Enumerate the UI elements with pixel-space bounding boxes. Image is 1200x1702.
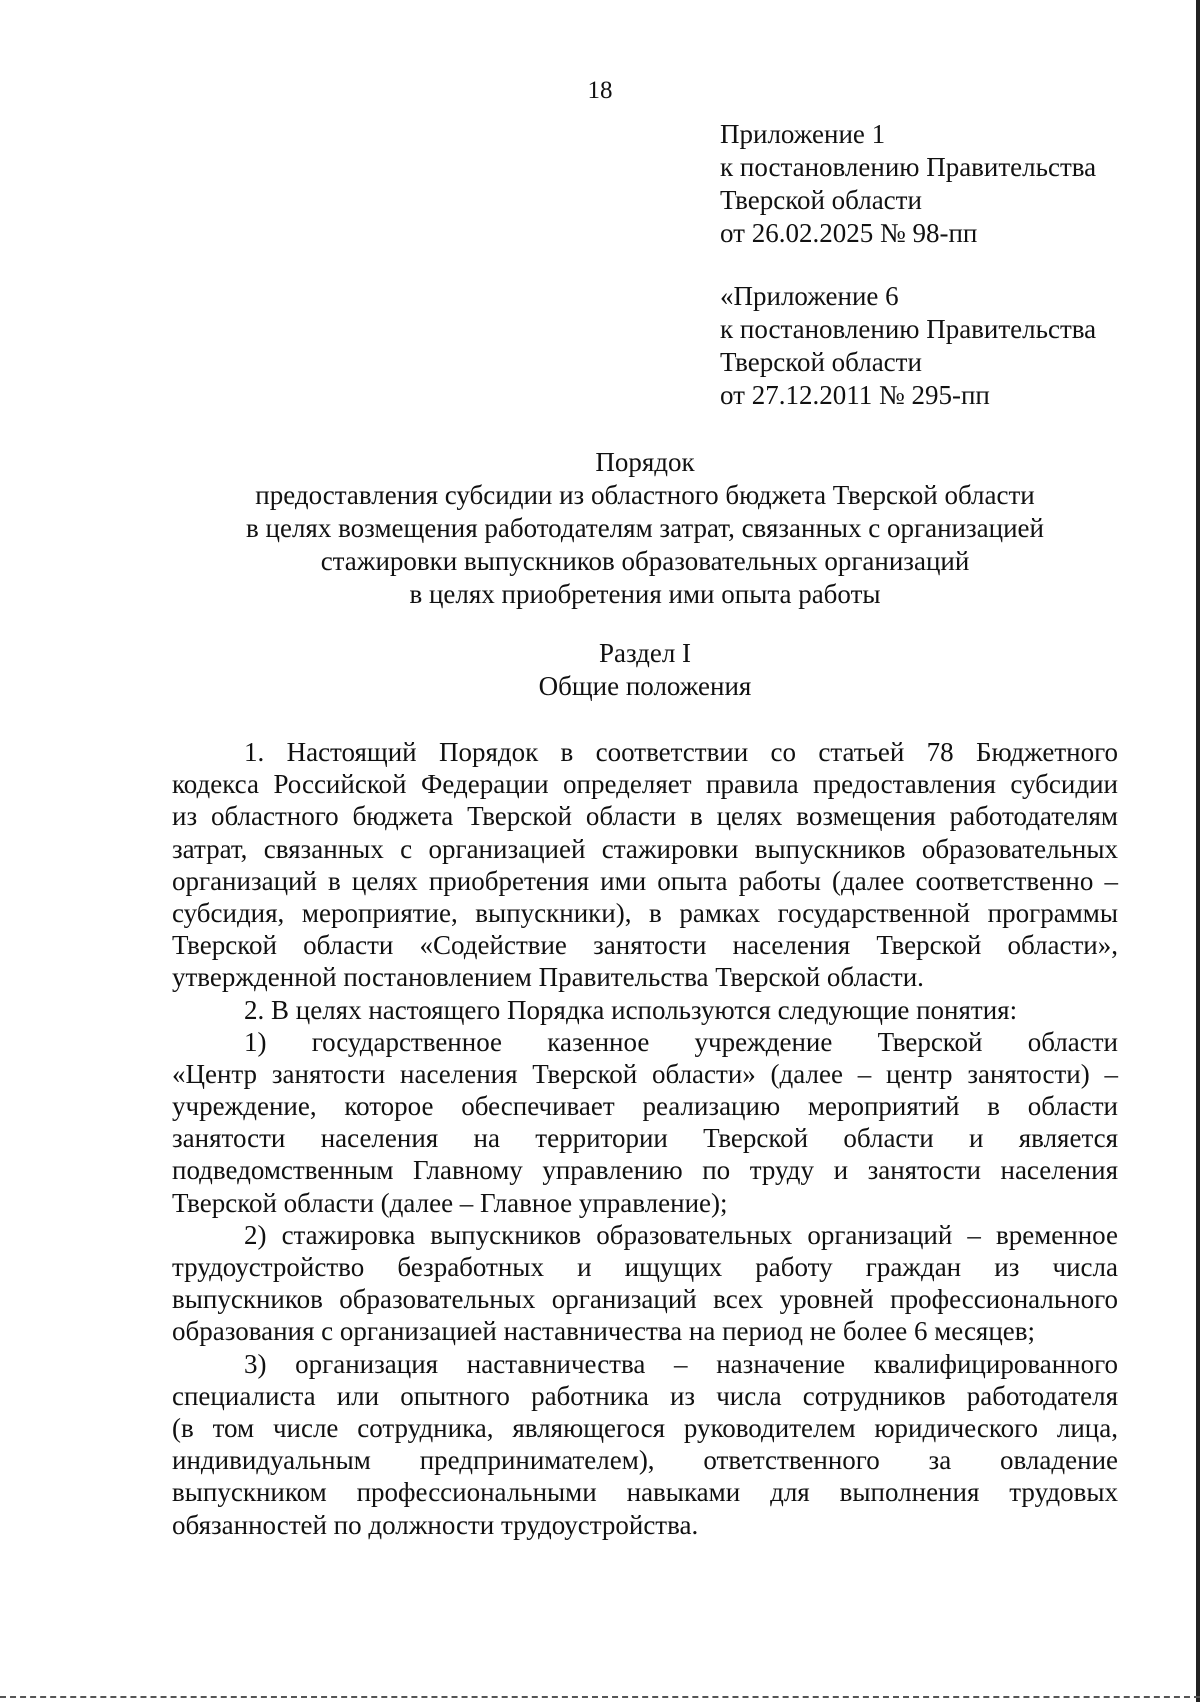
body-line: (в том числе сотрудника, являющегося руководителем юридического лица, [172,1412,1118,1443]
appendix-1-line: к постановлению Правительства [720,152,1097,182]
appendix-6-block [720,280,1096,412]
appendix-1-line: Тверской области [720,185,922,215]
appendix-1-line: от 26.02.2025 № 98-пп [720,218,978,248]
section-heading [160,637,1130,703]
body-line: 3) организация наставничества – назначение квалифицированного [244,1348,1118,1379]
title-line: в целях приобретения ими опыта работы [409,579,881,609]
body-line: «Центр занятости населения Тверской области» (далее – центр занятости) – [172,1058,1118,1089]
body-line: 1) государственное казенное учреждение Тверской области [244,1026,1118,1057]
title-line: стажировки выпускников образовательных организаций [320,546,970,576]
body-line: утвержденной постановлением Правительства Тверской области. [172,962,924,993]
body-line: 2) стажировка выпускников образовательных организаций – временное [244,1219,1118,1250]
section-number: Раздел I [598,638,692,668]
title-line: в целях возмещения работодателям затрат, связанных с организацией [246,513,1044,543]
body-line: Тверской области (далее – Главное управление); [172,1187,728,1218]
body-line: выпускников образовательных организаций всех уровней профессионального [172,1284,1118,1315]
document-title [160,446,1130,611]
appendix-1-block [720,118,1096,250]
page-number: 18 [587,77,613,104]
body-line: организаций в целях приобретения ими опыта работы (далее соответственно – [172,865,1118,896]
body-line: образования с организацией наставничества на период не более 6 месяцев; [172,1316,1036,1347]
body-line: подведомственным Главному управлению по труду и занятости населения [172,1155,1118,1186]
body-line: трудоустройство безработных и ищущих работу граждан из числа [172,1252,1118,1282]
body-line: занятости населения на территории Тверской области и является [172,1123,1118,1154]
body-line: затрат, связанных с организацией стажировки выпускников образовательных [172,833,1118,864]
body-line: 1. Настоящий Порядок в соответствии со статьей 78 Бюджетного [244,737,1118,767]
body-line: обязанностей по должности трудоустройства. [172,1509,699,1540]
body-line: субсидия, мероприятие, выпускники), в рамках государственной программы [172,897,1118,928]
body-line: из областного бюджета Тверской области в целях возмещения работодателям [172,801,1118,832]
scan-edge-right [1196,0,1200,1702]
body-line: специалиста или опытного работника из числа сотрудников работодателя [172,1380,1118,1411]
title-line: Порядок [595,447,695,477]
body-line: индивидуальным предпринимателем), ответственного за овладение [172,1445,1118,1476]
appendix-6-line: к постановлению Правительства [720,314,1097,344]
appendix-6-line: Тверской области [720,347,922,377]
body-line: кодекса Российской Федерации определяет правила предоставления субсидии [172,769,1118,800]
appendix-6-line: от 27.12.2011 № 295-пп [720,380,990,410]
scan-edge-bottom [0,1696,1200,1698]
body-line: 2. В целях настоящего Порядка используются следующие понятия: [244,994,1018,1025]
section-name: Общие положения [538,671,752,701]
body-line: учреждение, которое обеспечивает реализацию мероприятий в области [172,1091,1118,1122]
appendix-1-line: Приложение 1 [720,119,886,149]
body-line: Тверской области «Содействие занятости населения Тверской области», [172,930,1118,961]
title-line: предоставления субсидии из областного бюджета Тверской области [255,480,1035,510]
body-line: выпускником профессиональными навыками для выполнения трудовых [172,1477,1118,1508]
appendix-6-line: «Приложение 6 [720,281,899,311]
document-body [172,736,1118,1541]
